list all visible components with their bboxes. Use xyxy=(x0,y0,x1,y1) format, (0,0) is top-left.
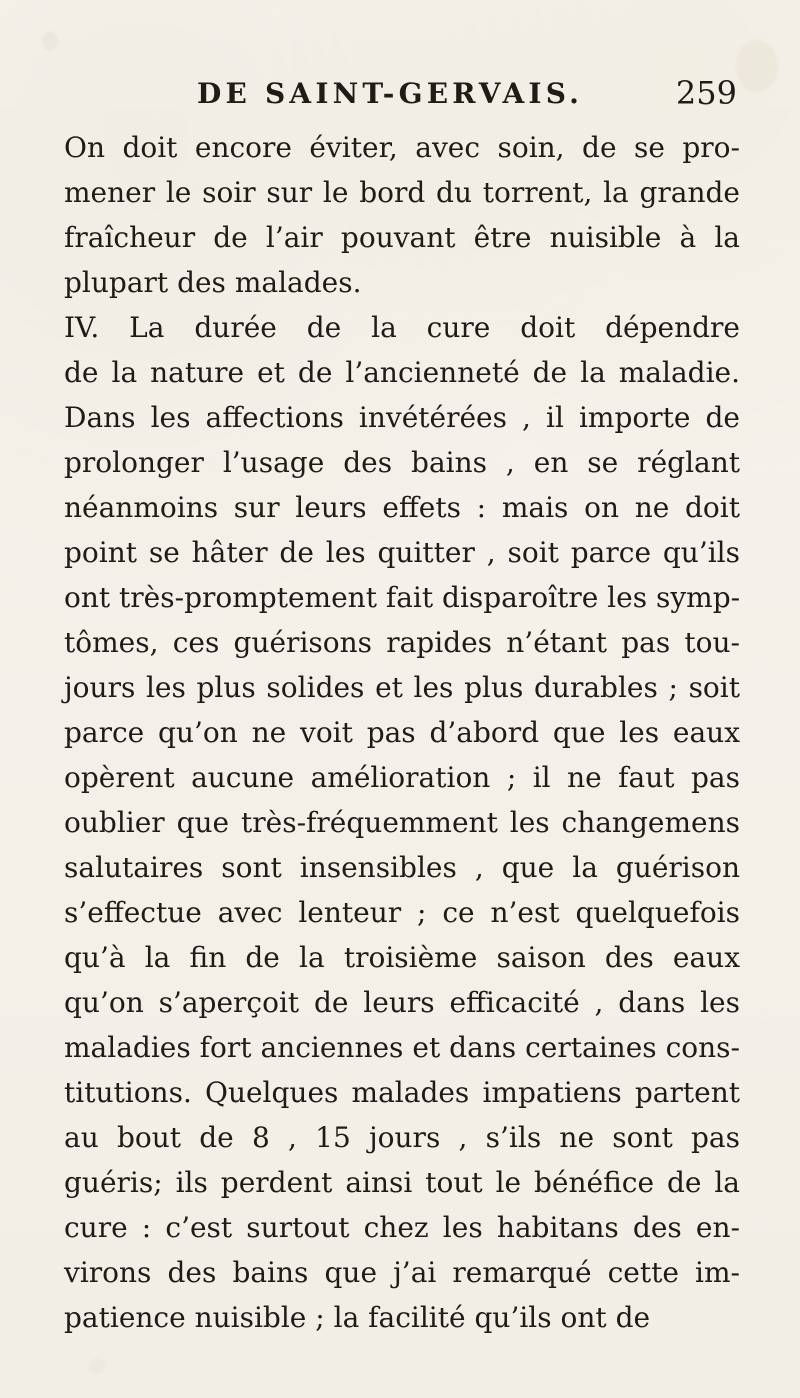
text-line: qu’on s’aperçoit de leurs efficacité , dans les xyxy=(64,986,740,1019)
text-line: patience nuisible ; la facilité qu’ils ont de xyxy=(64,1301,651,1334)
text-line: ont très-promptement fait disparoître les symp- xyxy=(64,581,741,614)
text-line: qu’à la fin de la troisième saison des eaux xyxy=(64,941,740,974)
paper-stain xyxy=(88,1358,106,1374)
text-line: oublier que très-fréquemment les changemens xyxy=(64,806,740,839)
text-line: opèrent aucune amélioration ; il ne faut pas xyxy=(64,761,740,794)
text-line: salutaires sont insensibles , que la guérison xyxy=(64,851,740,884)
text-line: fraîcheur de l’air pouvant être nuisible à la xyxy=(64,221,740,254)
text-line: maladies fort anciennes et dans certaines cons- xyxy=(64,1031,740,1064)
text-line: plupart des malades. xyxy=(64,266,362,299)
text-line: cure : c’est surtout chez les habitans des en- xyxy=(64,1211,740,1244)
text-line: guéris; ils perdent ainsi tout le bénéfice de la xyxy=(64,1166,740,1199)
text-line: au bout de 8 , 15 jours , s’ils ne sont pas xyxy=(64,1121,740,1154)
text-line: point se hâter de les quitter , soit parce qu’ils xyxy=(64,536,740,569)
paper-stain xyxy=(736,40,778,92)
text-line: Dans les affections invétérées , il importe de xyxy=(64,401,740,434)
running-head: DE SAINT-GERVAIS. xyxy=(197,77,584,110)
text-line: IV. La durée de la cure doit dépendre xyxy=(64,311,740,344)
text-line: jours les plus solides et les plus durables ; soit xyxy=(64,671,740,704)
text-line: parce qu’on ne voit pas d’abord que les eaux xyxy=(64,716,740,749)
text-line: mener le soir sur le bord du torrent, la grande xyxy=(64,176,740,209)
page-number: 259 xyxy=(675,74,737,112)
text-line: On doit encore éviter, avec soin, de se pro- xyxy=(64,131,740,164)
page-header xyxy=(197,74,737,117)
text-line: titutions. Quelques malades impatiens partent xyxy=(64,1076,740,1109)
text-line: néanmoins sur leurs effets : mais on ne doit xyxy=(64,491,740,524)
text-line: virons des bains que j’ai remarqué cette im- xyxy=(64,1256,740,1289)
text-line: prolonger l’usage des bains , en se réglant xyxy=(64,446,740,479)
paper-stain xyxy=(42,32,58,50)
text-line: s’effectue avec lenteur ; ce n’est quelquefois xyxy=(64,896,740,929)
text-line: de la nature et de l’ancienneté de la maladie. xyxy=(64,356,740,389)
text-line: tômes, ces guérisons rapides n’étant pas tou- xyxy=(64,626,740,659)
